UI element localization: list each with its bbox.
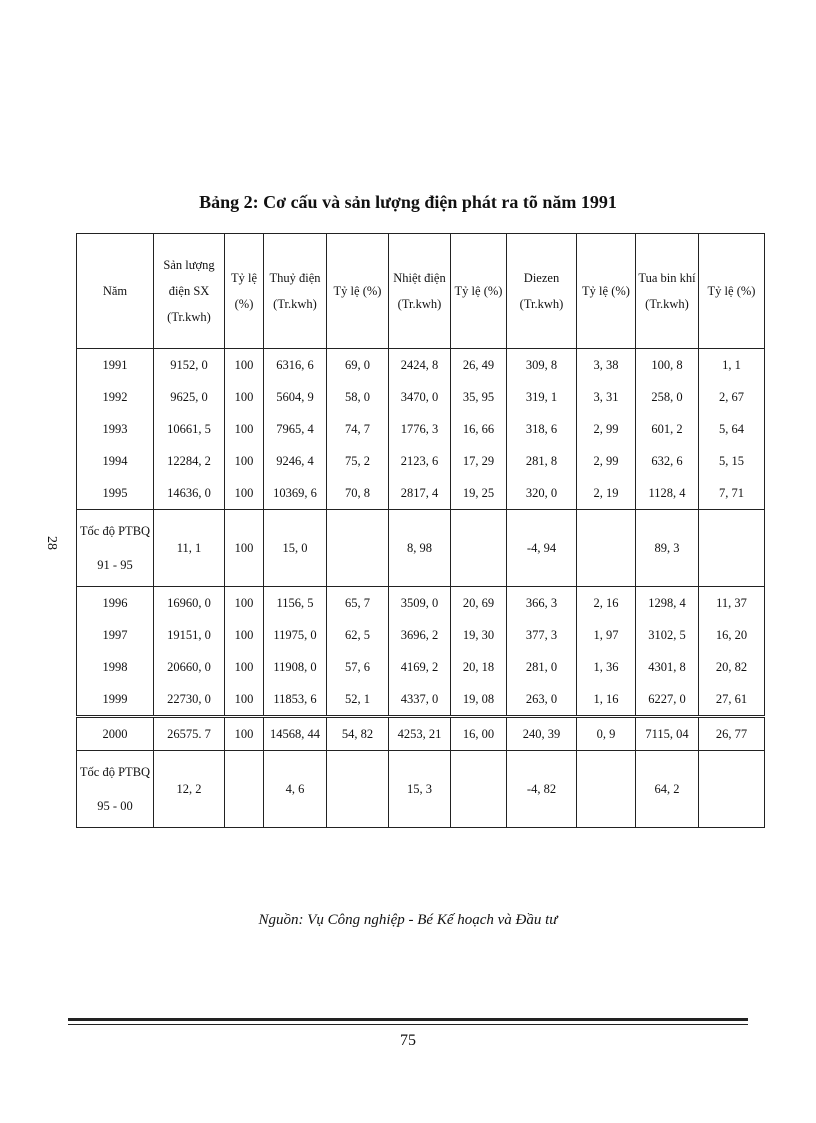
table-cell: 20, 69 bbox=[451, 587, 507, 620]
table-cell: 1995 bbox=[77, 477, 154, 510]
table-row bbox=[77, 445, 765, 477]
table-cell: 20, 82 bbox=[699, 651, 765, 683]
table-cell: 16, 66 bbox=[451, 413, 507, 445]
table-cell: 70, 8 bbox=[327, 477, 389, 510]
header-cell: Nhiệt điện (Tr.kwh) bbox=[389, 234, 451, 349]
table-cell: 100 bbox=[225, 683, 264, 717]
table-row bbox=[77, 349, 765, 382]
header-cell: Diezen (Tr.kwh) bbox=[507, 234, 577, 349]
table-cell: 65, 7 bbox=[327, 587, 389, 620]
table-cell: 1, 1 bbox=[699, 349, 765, 382]
table-cell: 89, 3 bbox=[636, 510, 699, 587]
table-cell: 14636, 0 bbox=[154, 477, 225, 510]
table-cell: 16, 00 bbox=[451, 717, 507, 751]
table-cell: 281, 8 bbox=[507, 445, 577, 477]
header-cell: Tỷ lệ (%) bbox=[699, 234, 765, 349]
table-cell: 15, 0 bbox=[264, 510, 327, 587]
table-cell: 1992 bbox=[77, 381, 154, 413]
table-cell: 5, 15 bbox=[699, 445, 765, 477]
table-cell: 20, 18 bbox=[451, 651, 507, 683]
table-cell: 632, 6 bbox=[636, 445, 699, 477]
table-cell: 1994 bbox=[77, 445, 154, 477]
table-cell: 1, 36 bbox=[577, 651, 636, 683]
table-cell: 26, 49 bbox=[451, 349, 507, 382]
table-cell: 4337, 0 bbox=[389, 683, 451, 717]
table-cell: 17, 29 bbox=[451, 445, 507, 477]
table-cell: 7965, 4 bbox=[264, 413, 327, 445]
table-cell: 15, 3 bbox=[389, 751, 451, 828]
table-cell: 2, 16 bbox=[577, 587, 636, 620]
table-row bbox=[77, 587, 765, 620]
table-cell: 100 bbox=[225, 651, 264, 683]
table-cell: 309, 8 bbox=[507, 349, 577, 382]
table-cell: 26575. 7 bbox=[154, 717, 225, 751]
table-row bbox=[77, 477, 765, 510]
table-cell: -4, 94 bbox=[507, 510, 577, 587]
table-cell: 2000 bbox=[77, 717, 154, 751]
table-cell: 11, 37 bbox=[699, 587, 765, 620]
table-cell: 377, 3 bbox=[507, 619, 577, 651]
table-cell: 100 bbox=[225, 587, 264, 620]
table-cell: -4, 82 bbox=[507, 751, 577, 828]
table-cell: 1997 bbox=[77, 619, 154, 651]
header-cell: Tỷ lệ (%) bbox=[327, 234, 389, 349]
table-cell bbox=[577, 751, 636, 828]
table-cell: 8, 98 bbox=[389, 510, 451, 587]
table-cell: 7, 71 bbox=[699, 477, 765, 510]
table-cell: 19, 30 bbox=[451, 619, 507, 651]
table-row bbox=[77, 717, 765, 751]
table-cell: 100 bbox=[225, 510, 264, 587]
table-cell: 3102, 5 bbox=[636, 619, 699, 651]
header-cell: Sản lượng điện SX (Tr.kwh) bbox=[154, 234, 225, 349]
table-row bbox=[77, 683, 765, 717]
table-cell: 3, 31 bbox=[577, 381, 636, 413]
table-cell: 75, 2 bbox=[327, 445, 389, 477]
table-cell: 5, 64 bbox=[699, 413, 765, 445]
table-cell: 0, 9 bbox=[577, 717, 636, 751]
table-cell: 1996 bbox=[77, 587, 154, 620]
table-cell: 1991 bbox=[77, 349, 154, 382]
table-cell: 100 bbox=[225, 717, 264, 751]
table-row bbox=[77, 619, 765, 651]
table-cell bbox=[451, 751, 507, 828]
header-cell: Thuỷ điện (Tr.kwh) bbox=[264, 234, 327, 349]
table-cell: 11, 1 bbox=[154, 510, 225, 587]
table-cell: 100, 8 bbox=[636, 349, 699, 382]
electricity-table bbox=[76, 233, 765, 828]
footer-rule bbox=[68, 1024, 748, 1025]
table-cell: 100 bbox=[225, 619, 264, 651]
table-cell: 3, 38 bbox=[577, 349, 636, 382]
table-cell: 3509, 0 bbox=[389, 587, 451, 620]
table-title: Bảng 2: Cơ cấu và sản lượng điện phát ra tõ năm 1991 bbox=[199, 192, 617, 212]
table-cell: 16, 20 bbox=[699, 619, 765, 651]
table-cell: 11853, 6 bbox=[264, 683, 327, 717]
table-cell: Tốc độ PTBQ 91 - 95 bbox=[77, 510, 154, 587]
table-cell: 19151, 0 bbox=[154, 619, 225, 651]
table-cell: 4, 6 bbox=[264, 751, 327, 828]
table-cell: 281, 0 bbox=[507, 651, 577, 683]
table-cell: 9625, 0 bbox=[154, 381, 225, 413]
table-row bbox=[77, 413, 765, 445]
table-cell: 69, 0 bbox=[327, 349, 389, 382]
table-cell: 62, 5 bbox=[327, 619, 389, 651]
source-note: Nguồn: Vụ Công nghiệp - Bé Kế hoạch và Đầu tư bbox=[258, 912, 558, 928]
table-cell: 9246, 4 bbox=[264, 445, 327, 477]
table-cell: 2123, 6 bbox=[389, 445, 451, 477]
table-row bbox=[77, 651, 765, 683]
table-row bbox=[77, 751, 765, 828]
table-cell: 9152, 0 bbox=[154, 349, 225, 382]
table-cell: 4301, 8 bbox=[636, 651, 699, 683]
table-cell: 240, 39 bbox=[507, 717, 577, 751]
page-number: 75 bbox=[400, 1032, 416, 1049]
header-cell: Tua bin khí (Tr.kwh) bbox=[636, 234, 699, 349]
table-cell: 2424, 8 bbox=[389, 349, 451, 382]
table-row bbox=[77, 381, 765, 413]
table-cell: 319, 1 bbox=[507, 381, 577, 413]
table-cell: 1998 bbox=[77, 651, 154, 683]
table-cell: 11908, 0 bbox=[264, 651, 327, 683]
table-cell: 318, 6 bbox=[507, 413, 577, 445]
table-cell: 14568, 44 bbox=[264, 717, 327, 751]
table-cell: 52, 1 bbox=[327, 683, 389, 717]
table-cell: 27, 61 bbox=[699, 683, 765, 717]
table-cell: 4253, 21 bbox=[389, 717, 451, 751]
table-cell: 1993 bbox=[77, 413, 154, 445]
table-cell: 54, 82 bbox=[327, 717, 389, 751]
table-cell: 2, 99 bbox=[577, 445, 636, 477]
table-cell: 22730, 0 bbox=[154, 683, 225, 717]
table-cell bbox=[327, 510, 389, 587]
table-cell: 1, 97 bbox=[577, 619, 636, 651]
table-cell: 7115, 04 bbox=[636, 717, 699, 751]
table-cell: 258, 0 bbox=[636, 381, 699, 413]
table-cell: 1, 16 bbox=[577, 683, 636, 717]
table-cell: 6316, 6 bbox=[264, 349, 327, 382]
table-cell bbox=[699, 751, 765, 828]
header-cell: Tỷ lệ (%) bbox=[577, 234, 636, 349]
table-cell: 1156, 5 bbox=[264, 587, 327, 620]
table-cell: 366, 3 bbox=[507, 587, 577, 620]
table-cell: 1999 bbox=[77, 683, 154, 717]
table-cell: Tốc độ PTBQ 95 - 00 bbox=[77, 751, 154, 828]
table-cell: 5604, 9 bbox=[264, 381, 327, 413]
table-cell bbox=[577, 510, 636, 587]
header-row bbox=[77, 234, 765, 349]
table-cell: 20660, 0 bbox=[154, 651, 225, 683]
table-cell bbox=[699, 510, 765, 587]
table-cell: 26, 77 bbox=[699, 717, 765, 751]
table-cell: 2, 67 bbox=[699, 381, 765, 413]
table-cell: 2, 19 bbox=[577, 477, 636, 510]
table-cell: 16960, 0 bbox=[154, 587, 225, 620]
table-cell: 10369, 6 bbox=[264, 477, 327, 510]
table-cell: 12284, 2 bbox=[154, 445, 225, 477]
table-cell: 19, 08 bbox=[451, 683, 507, 717]
table-cell: 100 bbox=[225, 381, 264, 413]
table-cell: 263, 0 bbox=[507, 683, 577, 717]
table-cell: 6227, 0 bbox=[636, 683, 699, 717]
table-cell: 3696, 2 bbox=[389, 619, 451, 651]
header-cell: Tỷ lệ (%) bbox=[451, 234, 507, 349]
side-page-number: 28 bbox=[44, 536, 59, 550]
table-cell: 58, 0 bbox=[327, 381, 389, 413]
table-cell bbox=[451, 510, 507, 587]
table-cell: 35, 95 bbox=[451, 381, 507, 413]
table-cell: 100 bbox=[225, 349, 264, 382]
table-cell: 100 bbox=[225, 445, 264, 477]
table-cell: 12, 2 bbox=[154, 751, 225, 828]
table-cell: 57, 6 bbox=[327, 651, 389, 683]
table-cell: 100 bbox=[225, 477, 264, 510]
table-cell: 2, 99 bbox=[577, 413, 636, 445]
header-cell: Tỷ lệ (%) bbox=[225, 234, 264, 349]
table-cell bbox=[225, 751, 264, 828]
header-cell: Năm bbox=[77, 234, 154, 349]
table-row bbox=[77, 510, 765, 587]
table-cell: 2817, 4 bbox=[389, 477, 451, 510]
table-cell: 1128, 4 bbox=[636, 477, 699, 510]
table-cell: 10661, 5 bbox=[154, 413, 225, 445]
table-cell: 3470, 0 bbox=[389, 381, 451, 413]
table-cell: 64, 2 bbox=[636, 751, 699, 828]
table-cell: 74, 7 bbox=[327, 413, 389, 445]
table-cell: 1776, 3 bbox=[389, 413, 451, 445]
table-cell: 601, 2 bbox=[636, 413, 699, 445]
table-cell: 320, 0 bbox=[507, 477, 577, 510]
table-cell: 11975, 0 bbox=[264, 619, 327, 651]
table-cell bbox=[327, 751, 389, 828]
table-cell: 100 bbox=[225, 413, 264, 445]
table-cell: 1298, 4 bbox=[636, 587, 699, 620]
table-cell: 4169, 2 bbox=[389, 651, 451, 683]
footer-rule bbox=[68, 1018, 748, 1021]
table-cell: 19, 25 bbox=[451, 477, 507, 510]
